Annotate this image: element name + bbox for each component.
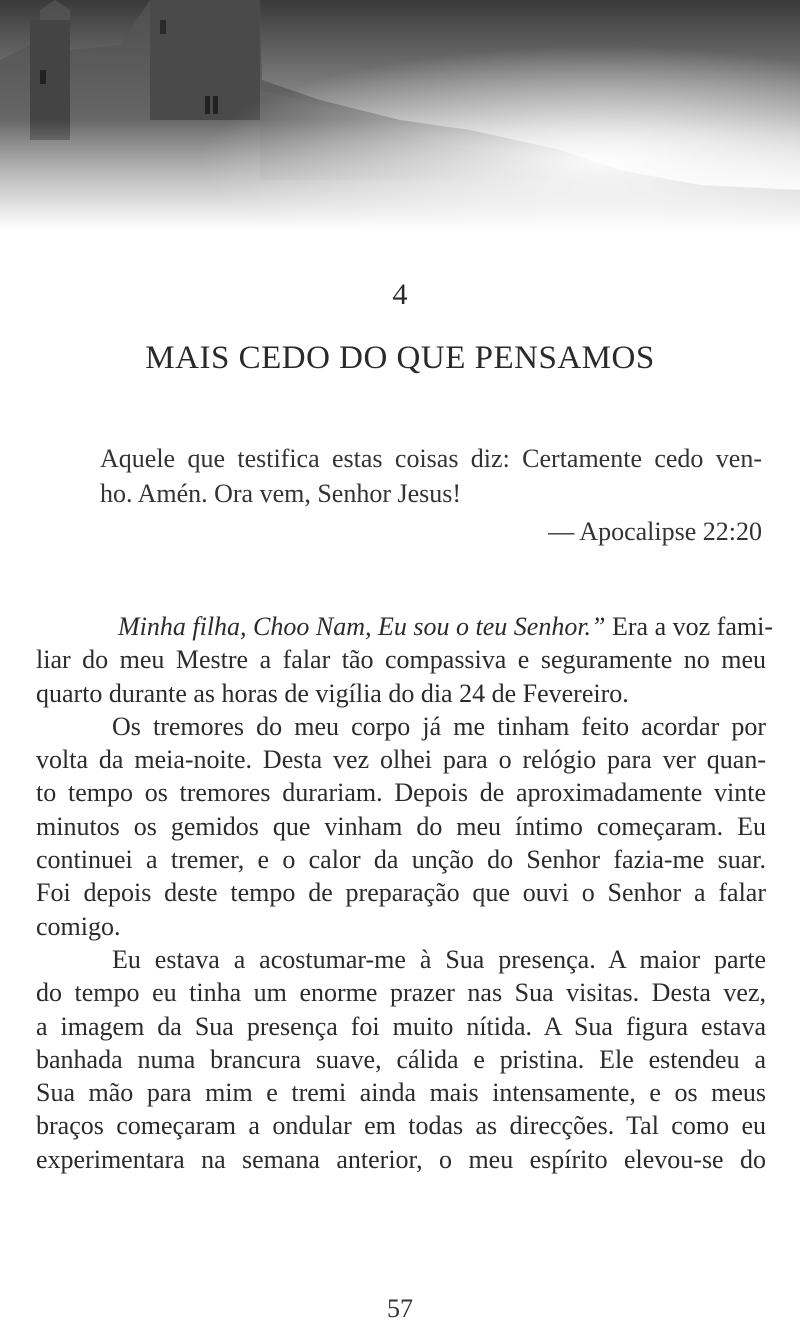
paragraph-line: continuei a tremer, e o calor da unção do Senhor fazia-me suar. [36, 845, 766, 875]
chapter-title: MAIS CEDO DO QUE PENSAMOS [145, 340, 655, 376]
paragraph-line: comigo. [36, 911, 121, 941]
paragraph-line: Sua mão para mim e tremi ainda mais intensamente, e os meus [36, 1078, 766, 1108]
chapter-body [36, 610, 773, 1176]
page-number: 57 [387, 1294, 413, 1323]
paragraph-line [36, 610, 773, 643]
paragraph-line: braços começaram a ondular em todas as direcções. Tal como eu [36, 1111, 766, 1141]
paragraph-line: volta da meia-noite. Desta vez olhei para o relógio para ver quan- [36, 745, 766, 775]
epigraph [100, 441, 762, 549]
paragraph-text: Era a voz fami- [605, 612, 773, 641]
epigraph-line: Aquele que testifica estas coisas diz: Certamente cedo ven- [100, 444, 762, 473]
italic-quote: Minha filha, Choo Nam, Eu sou o teu Senhor.” [118, 612, 606, 641]
paragraph-line: Eu estava a acostumar-me à Sua presença. A maior parte [112, 944, 766, 974]
epigraph-line: ho. Amén. Ora vem, Senhor Jesus! [100, 479, 462, 508]
paragraph-line: Os tremores do meu corpo já me tinham feito acordar por [112, 711, 766, 741]
paragraph-line: quarto durante as horas de vigília do dia 24 de Fevereiro. [36, 678, 629, 708]
paragraph-line: banhada numa brancura suave, cálida e pristina. Ele estendeu a [36, 1044, 766, 1074]
castle-header-illustration [0, 0, 800, 230]
paragraph-line: liar do meu Mestre a falar tão compassiva e seguramente no meu [36, 645, 766, 675]
paragraph-line: experimentara na semana anterior, o meu espírito elevou-se do [36, 1144, 766, 1174]
epigraph-attribution: — Apocalipse 22:20 [548, 517, 762, 546]
paragraph-line: a imagem da Sua presença foi muito nítida. A Sua figura estava [36, 1011, 766, 1041]
paragraph-line: Foi depois deste tempo de preparação que ouvi o Senhor a falar [36, 878, 766, 908]
paragraph-line: minutos os gemidos que vinham do meu íntimo começaram. Eu [36, 811, 766, 841]
chapter-number: 4 [392, 278, 408, 311]
paragraph-line: do tempo eu tinha um enorme prazer nas Sua visitas. Desta vez, [36, 978, 766, 1008]
paragraph-line: to tempo os tremores durariam. Depois de aproximadamente vinte [36, 778, 766, 808]
